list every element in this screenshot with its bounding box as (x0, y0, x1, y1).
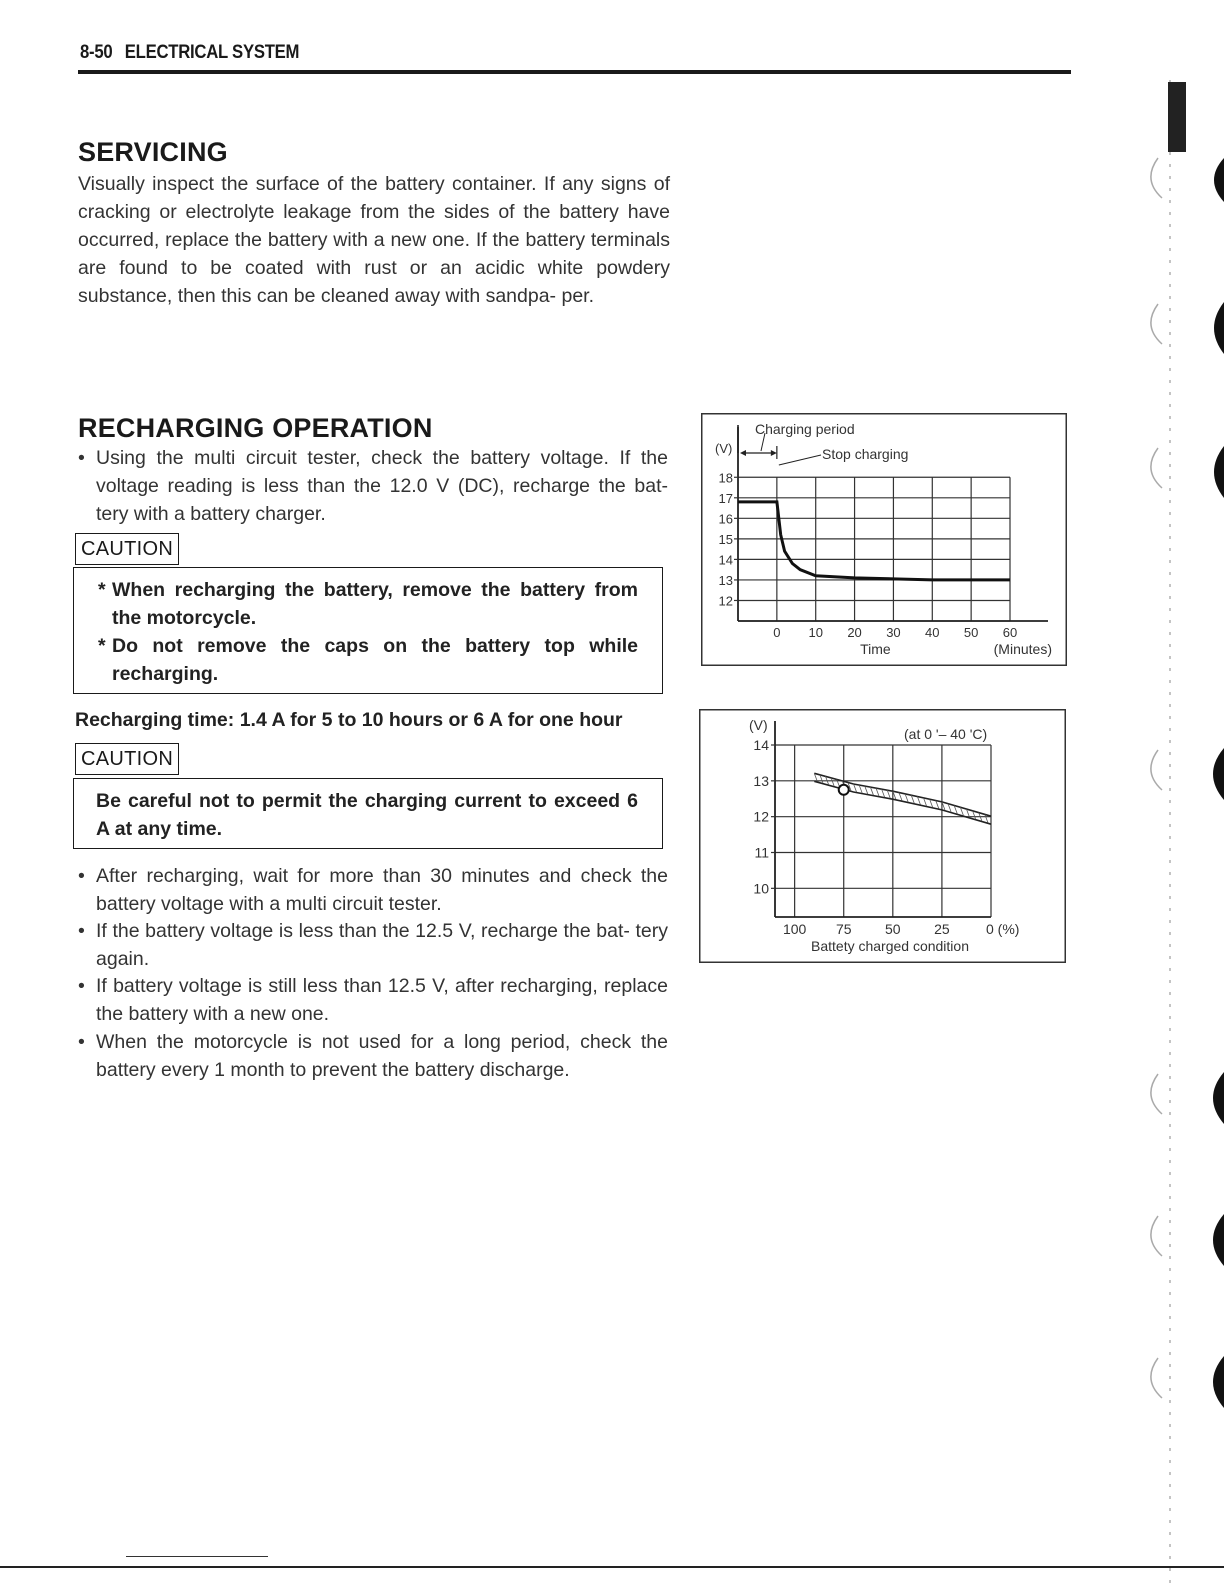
charging-period-label: Charging period (755, 421, 855, 437)
y-tick-label: 12 (718, 593, 733, 609)
arrowhead-left (740, 450, 746, 456)
reference-point (839, 785, 849, 795)
bullet-item: • When the motorcycle is not used for a long period, check the battery every 1 month to prevent the battery discharge. (78, 1031, 668, 1081)
y-axis-unit: (V) (715, 441, 733, 456)
charging-chart-svg (701, 413, 1067, 666)
y-tick-label: 13 (753, 772, 769, 789)
y-tick-label: 11 (754, 844, 769, 861)
caution-box (73, 567, 663, 694)
x-tick-label: 50 (963, 625, 979, 640)
x-tick-label: 25 (934, 921, 950, 937)
caution-label-2: CAUTION (75, 743, 179, 775)
binding-edge (1128, 80, 1224, 1584)
x-axis-label: Time (860, 641, 891, 657)
x-tick-label: 60 (1002, 625, 1018, 640)
caution-item: * Do not remove the caps on the battery top while recharging. (98, 635, 638, 685)
x-tick-label: 50 (885, 921, 901, 937)
x-tick-label: 40 (925, 625, 940, 640)
page-header (80, 42, 299, 64)
caution-item: * When recharging the battery, remove the battery from the motorcycle. (98, 579, 638, 629)
bullet-intro (78, 444, 668, 528)
charged-condition-chart (699, 709, 1066, 963)
recharging-heading: RECHARGING OPERATION (78, 413, 433, 443)
x-tick-label: 10 (808, 625, 823, 640)
stop-charging-leader (779, 455, 821, 465)
section-title: ELECTRICAL SYSTEM (124, 42, 300, 63)
recharging-time: Recharging time: 1.4 A for 5 to 10 hours or 6 A for one hour (75, 709, 623, 731)
servicing-paragraph: Visually inspect the surface of the battery container. If any signs of cracking or electrolyte leakage from the sides of the battery have occurred, replace the battery with a new one. If the battery terminals are found to be coated with rust or an acidic white powdery substance, then this can be cleaned away with sandpa- per. (78, 173, 670, 307)
bullet-text: Using the multi circuit tester, check the battery voltage. If the voltage reading is less than the 12.0 V (DC), recharge the bat- tery with a battery charger. (96, 447, 668, 525)
y-tick-label: 10 (753, 880, 769, 897)
charged-chart-svg (699, 709, 1066, 963)
x-tick-label: 30 (886, 625, 901, 640)
bullet-item: • If battery voltage is still less than 12.5 V, after recharging, replace the battery with a new one. (78, 975, 668, 1025)
y-tick-label: 14 (718, 552, 733, 568)
x-axis-label: Battety charged condition (811, 938, 969, 954)
x-axis-unit: (Minutes) (993, 641, 1052, 657)
voltage-curve (738, 502, 1010, 580)
x-tick-label: 0 (%) (986, 921, 1020, 937)
bullet-item: • If the battery voltage is less than the 12.5 V, recharge the bat- tery again. (78, 920, 668, 970)
y-tick-label: 12 (753, 808, 769, 825)
x-tick-label: 75 (835, 921, 852, 937)
caution-label: CAUTION (75, 533, 179, 565)
bottom-mark (126, 1556, 268, 1557)
bullet-dot: • (78, 447, 85, 469)
x-tick-label: 0 (773, 625, 781, 640)
arrowhead-right (771, 450, 777, 456)
y-tick-label: 16 (718, 511, 733, 527)
y-tick-label: 14 (753, 737, 769, 753)
x-tick-label: 20 (847, 625, 862, 640)
y-tick-label: 15 (718, 531, 733, 547)
bottom-edge (0, 1566, 1224, 1568)
caution-text: Be careful not to permit the charging current to exceed 6 A at any time. (96, 790, 638, 840)
caution-box-2 (73, 778, 663, 849)
y-axis-unit: (V) (749, 717, 768, 733)
header-rule (78, 70, 1071, 74)
stop-charging-label: Stop charging (822, 446, 909, 462)
x-tick-label: 100 (782, 921, 807, 937)
y-tick-label: 17 (718, 490, 733, 506)
temperature-note: (at 0 '– 40 'C) (904, 726, 988, 742)
bullet-item: • After recharging, wait for more than 30 minutes and check the battery voltage with a multi circuit tester. (78, 865, 668, 915)
y-tick-label: 13 (718, 572, 733, 588)
servicing-heading: SERVICING (78, 137, 228, 167)
charging-time-chart (701, 413, 1067, 666)
page-number: 8-50 (80, 42, 113, 63)
y-tick-label: 18 (718, 470, 733, 486)
